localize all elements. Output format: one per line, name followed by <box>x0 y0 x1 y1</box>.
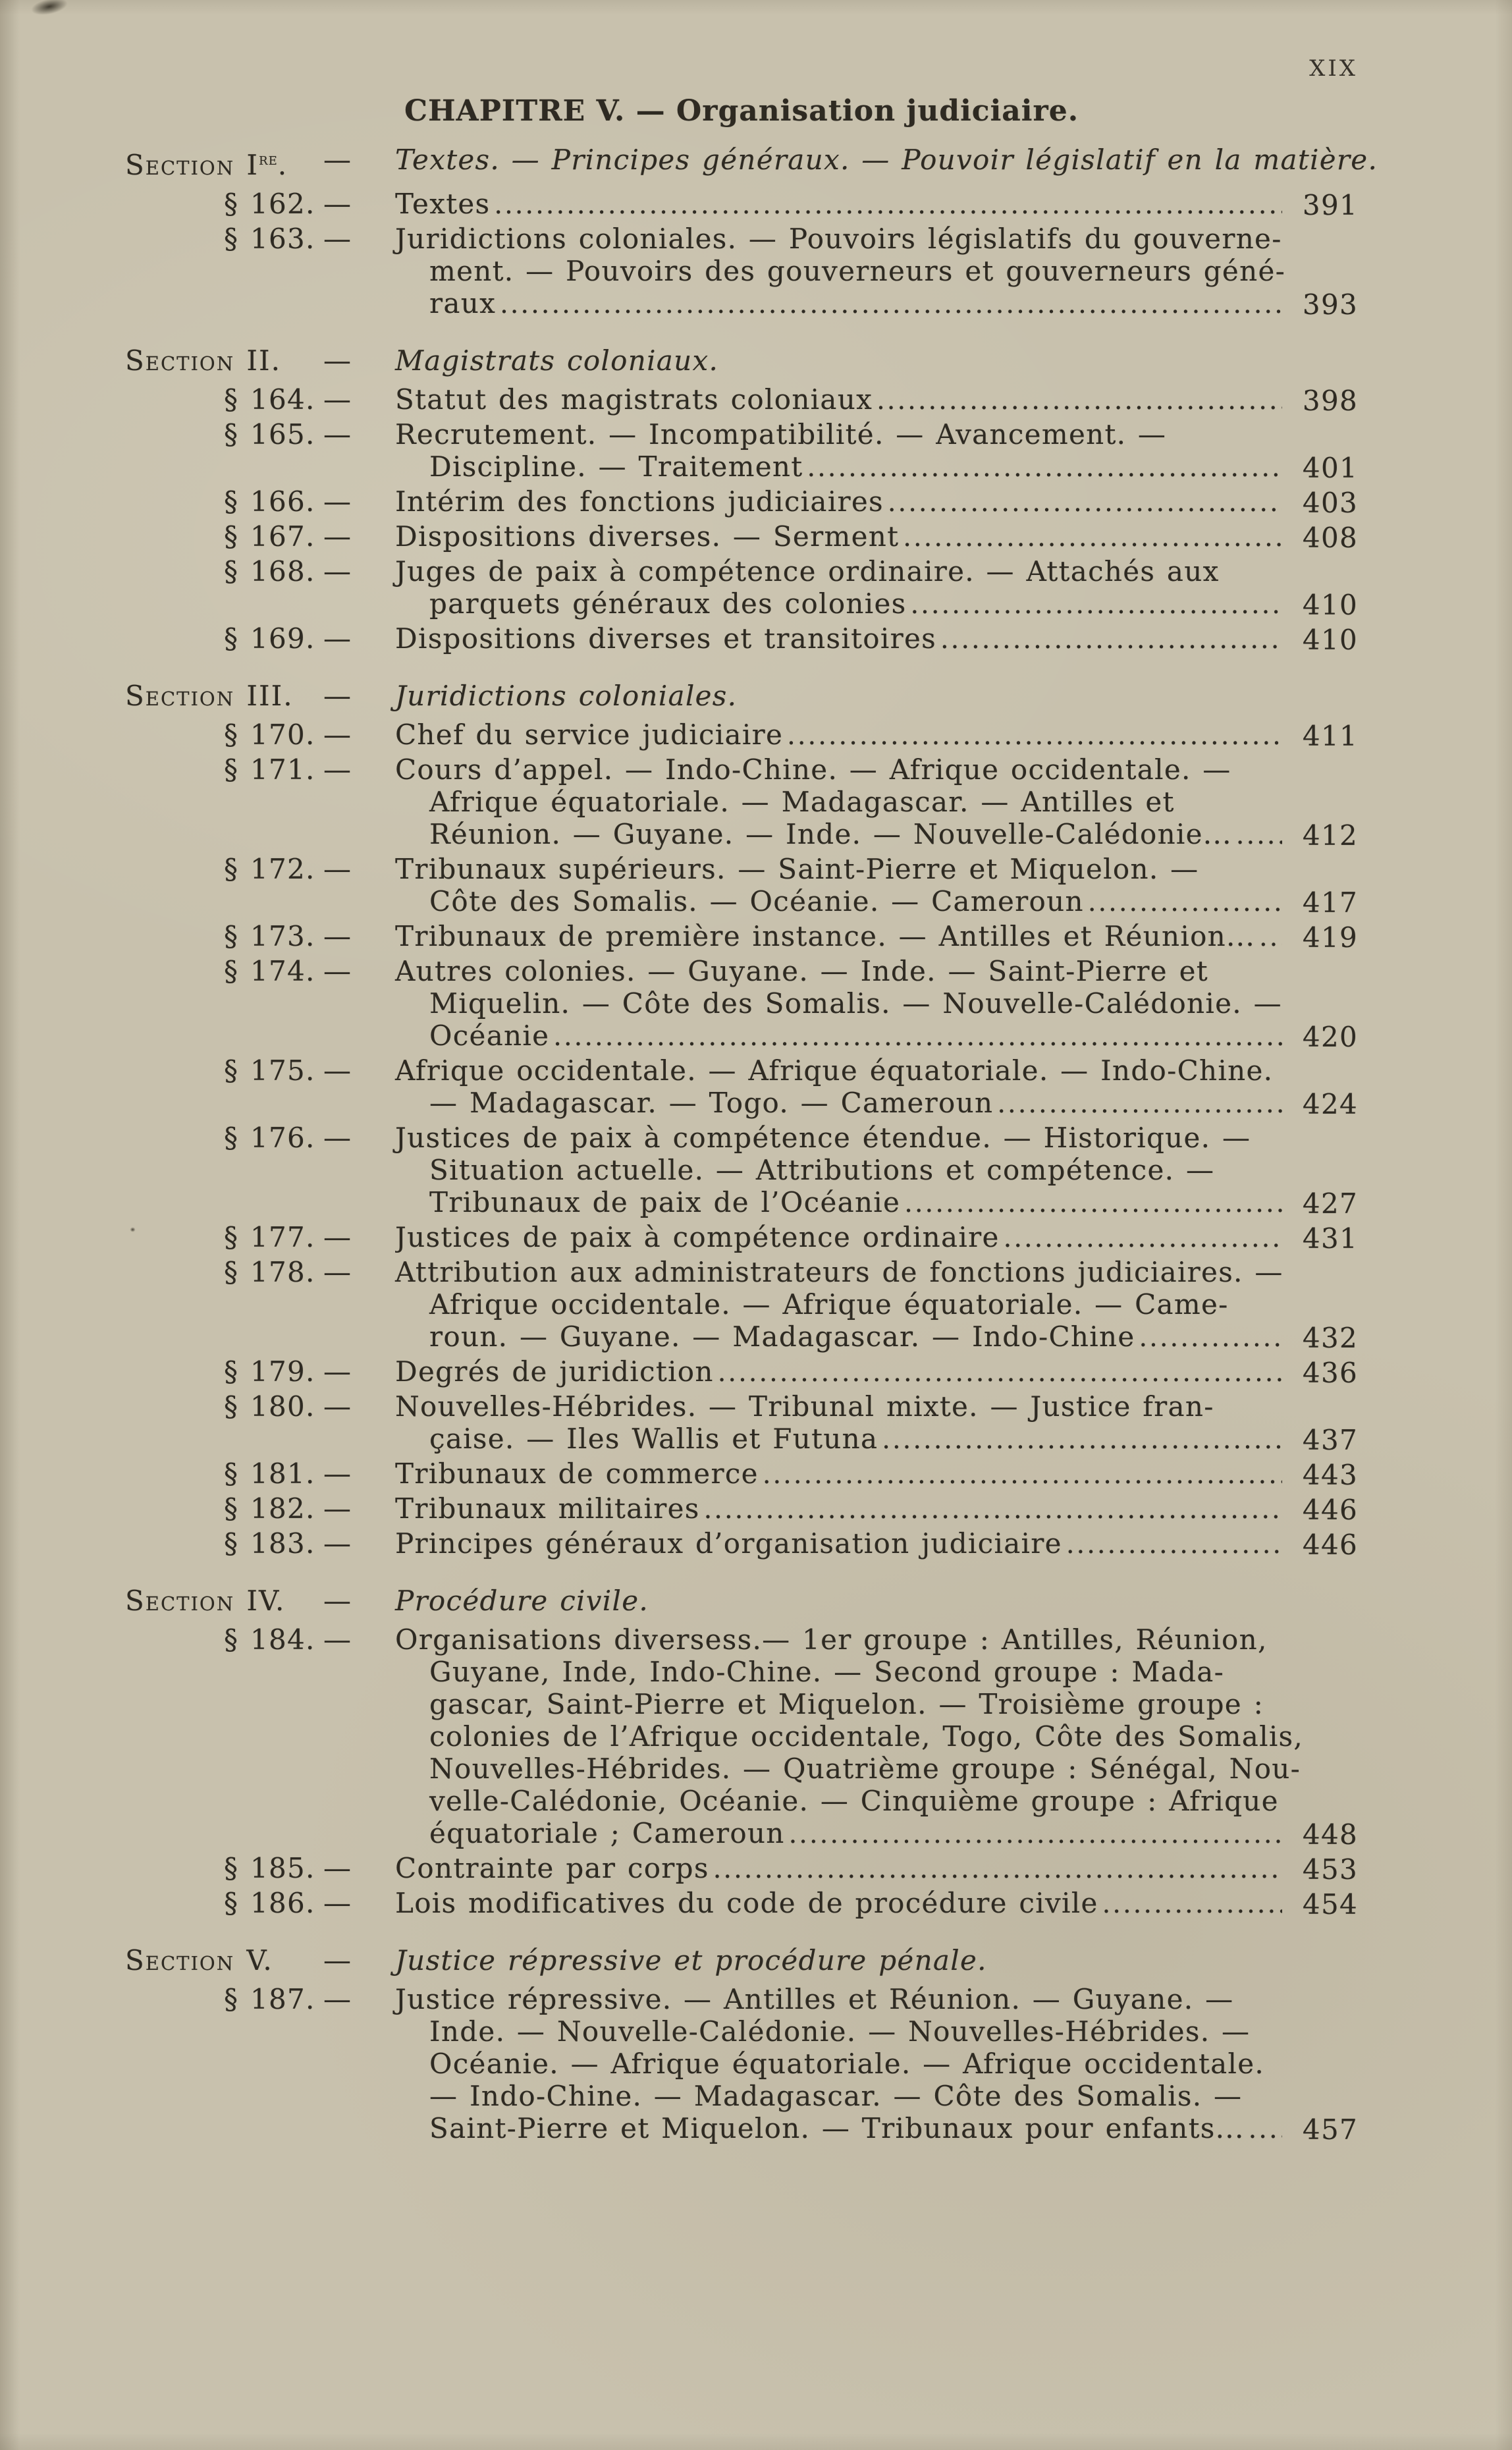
entry-line-text: Tribunaux de commerce <box>395 1457 759 1490</box>
entry-line-text: parquets généraux des colonies <box>429 587 907 620</box>
entry-line <box>395 1186 1282 1220</box>
dot-leader <box>787 719 1282 752</box>
entry-text <box>395 1390 1282 1456</box>
entry-line <box>395 1527 1282 1561</box>
dot-leader <box>940 622 1282 656</box>
page-number: XIX <box>1309 55 1358 82</box>
entry-page-number: 398 <box>1302 385 1358 417</box>
entry-line-text: raux <box>429 287 497 319</box>
toc-entry <box>125 555 1358 621</box>
entry-line-text: Recrutement. — Incompatibilité. — Avancement. — <box>395 418 1167 450</box>
entry-number: § 174. <box>224 955 315 987</box>
entry-line <box>395 1320 1282 1354</box>
section-dash: — <box>323 344 352 377</box>
entry-text <box>395 853 1282 919</box>
dot-leader <box>704 1492 1282 1526</box>
entry-line <box>395 920 1282 954</box>
toc-entry <box>125 1054 1358 1120</box>
entry-dash: — <box>323 1122 352 1154</box>
toc-entry <box>125 719 1358 752</box>
entry-line <box>395 1122 1282 1154</box>
toc-entry <box>125 1221 1358 1255</box>
entry-line <box>395 1983 1282 2015</box>
entry-line-text: Autres colonies. — Guyane. — Inde. — Saint-Pierre et <box>395 955 1208 987</box>
toc-entry <box>125 955 1358 1053</box>
entry-line <box>395 1054 1282 1087</box>
entry-line-text: colonies de l’Afrique occidentale, Togo, Côte des Somalis, <box>429 1720 1304 1753</box>
entry-number: § 163. <box>224 223 315 255</box>
toc-entry <box>125 1983 1358 2146</box>
section-title: Justice répressive et procédure pénale. <box>395 1944 987 1976</box>
entry-text <box>395 1221 1282 1255</box>
entry-page-number: 391 <box>1302 189 1358 221</box>
entry-number: § 176. <box>224 1122 315 1154</box>
toc-entry <box>125 1852 1358 1886</box>
entry-dash: — <box>323 1256 352 1288</box>
dot-leader <box>807 450 1282 484</box>
entry-dash: — <box>323 753 352 786</box>
entry-number: § 179. <box>224 1355 315 1388</box>
entry-line-text: ment. — Pouvoirs des gouverneurs et gouverneurs géné- <box>429 255 1286 287</box>
entry-line <box>395 1020 1282 1053</box>
entry-line <box>395 1753 1301 1785</box>
section-label: Section Ire. <box>125 149 288 181</box>
chapter-title: CHAPITRE V. — Organisation judiciaire. <box>404 94 1079 128</box>
table-of-contents <box>125 144 1378 2146</box>
entry-page-number: 454 <box>1302 1888 1358 1920</box>
section-heading <box>125 1585 1358 1617</box>
entry-line <box>395 1785 1282 1817</box>
entry-line <box>395 786 1282 818</box>
entry-line-text: — Indo-Chine. — Madagascar. — Côte des Somalis. — <box>429 2080 1243 2112</box>
entry-page-number: 420 <box>1302 1021 1358 1053</box>
section-heading <box>125 144 1378 181</box>
entry-page-number: 436 <box>1302 1357 1358 1389</box>
entry-dash: — <box>323 1623 352 1656</box>
section-label: Section III. <box>125 680 294 712</box>
entry-page-number: 393 <box>1302 288 1358 321</box>
entry-line <box>395 753 1282 786</box>
toc-entry <box>125 520 1358 554</box>
entry-line-text: Justice répressive. — Antilles et Réunion. — Guyane. — <box>395 1983 1234 2015</box>
entry-line-text: Tribunaux de première instance. — Antilles et Réunion... <box>395 920 1255 952</box>
entry-text <box>395 555 1282 621</box>
entry-line-text: Nouvelles-Hébrides. — Tribunal mixte. — Justice fran- <box>395 1390 1214 1423</box>
dot-leader <box>877 383 1282 417</box>
dot-leader <box>904 1186 1282 1220</box>
entry-text <box>395 1256 1282 1354</box>
entry-line-text: Côte des Somalis. — Océanie. — Cameroun <box>429 885 1084 917</box>
entry-dash: — <box>323 418 352 450</box>
entry-line-text: Nouvelles-Hébrides. — Quatrième groupe : Sénégal, Nou- <box>429 1753 1301 1785</box>
section-dash: — <box>323 1585 352 1617</box>
entry-page-number: 411 <box>1302 720 1358 752</box>
entry-line-text: Organisations diversess.— 1er groupe : Antilles, Réunion, <box>395 1623 1268 1656</box>
entry-dash: — <box>323 1887 352 1919</box>
entry-line <box>395 1688 1282 1720</box>
entry-line-text: Tribunaux de paix de l’Océanie <box>429 1186 901 1218</box>
entry-line-text: Dispositions diverses et transitoires <box>395 622 936 655</box>
entry-number: § 183. <box>224 1527 315 1560</box>
dot-leader <box>1259 920 1282 954</box>
entry-page-number: 431 <box>1302 1222 1358 1255</box>
entry-line <box>395 1623 1282 1656</box>
entry-number: § 172. <box>224 853 315 885</box>
entry-dash: — <box>323 555 352 587</box>
entry-number: § 184. <box>224 1623 315 1656</box>
toc-entry <box>125 1492 1358 1526</box>
entry-text <box>395 485 1282 519</box>
entry-line-text: çaise. — Iles Wallis et Futuna <box>429 1423 878 1455</box>
entry-text <box>395 920 1282 954</box>
entry-text <box>395 622 1282 656</box>
entry-line-text: Contrainte par corps <box>395 1852 709 1884</box>
entry-text <box>395 1492 1282 1526</box>
entry-page-number: 443 <box>1302 1459 1358 1491</box>
entry-page-number: 432 <box>1302 1322 1358 1354</box>
entry-page-number: 448 <box>1302 1818 1358 1851</box>
dot-leader <box>1139 1320 1283 1354</box>
entry-line <box>395 719 1282 752</box>
entry-text <box>395 1887 1282 1920</box>
entry-line-text: Tribunaux militaires <box>395 1492 700 1525</box>
entry-line <box>395 1457 1282 1491</box>
toc-entry <box>125 188 1358 221</box>
dot-leader <box>911 587 1283 621</box>
entry-dash: — <box>323 1492 352 1525</box>
entry-dash: — <box>323 1054 352 1087</box>
entry-line-text: Textes <box>395 188 491 220</box>
entry-page-number: 412 <box>1302 819 1358 852</box>
entry-page-number: 457 <box>1302 2113 1358 2146</box>
entry-line <box>395 1817 1282 1851</box>
entry-line <box>395 987 1282 1020</box>
entry-line-text: Juridictions coloniales. — Pouvoirs législatifs du gouverne- <box>395 223 1282 255</box>
entry-line <box>395 255 1286 287</box>
entry-text <box>395 1623 1304 1851</box>
entry-line <box>395 1656 1282 1688</box>
dot-leader <box>888 485 1282 519</box>
dot-leader <box>713 1852 1282 1886</box>
entry-line <box>395 1423 1282 1456</box>
entry-line-text: Lois modificatives du code de procédure civile <box>395 1887 1098 1919</box>
entry-line-text: Réunion. — Guyane. — Inde. — Nouvelle-Calédonie... <box>429 818 1232 850</box>
entry-text <box>395 520 1282 554</box>
entry-text <box>395 1852 1282 1886</box>
entry-text <box>395 418 1282 484</box>
toc-entry <box>125 1623 1358 1851</box>
entry-line <box>395 853 1282 885</box>
entry-page-number: 446 <box>1302 1494 1358 1526</box>
entry-line-text: Afrique équatoriale. — Madagascar. — Antilles et <box>429 786 1175 818</box>
entry-line-text: Dispositions diverses. — Serment <box>395 520 900 553</box>
entry-line-text: velle-Calédonie, Océanie. — Cinquième groupe : Afrique <box>429 1785 1279 1817</box>
entry-line-text: Saint-Pierre et Miquelon. — Tribunaux pour enfants... <box>429 2112 1245 2144</box>
entry-number: § 173. <box>224 920 315 952</box>
entry-text <box>395 955 1282 1053</box>
toc-entry <box>125 1457 1358 1491</box>
entry-line <box>395 287 1282 321</box>
dot-leader <box>1004 1221 1282 1255</box>
entry-line <box>395 1720 1304 1753</box>
entry-page-number: 427 <box>1302 1187 1358 1220</box>
entry-dash: — <box>323 853 352 885</box>
section-dash: — <box>323 1944 352 1976</box>
entry-text <box>395 1527 1282 1561</box>
entry-dash: — <box>323 1527 352 1560</box>
entry-line <box>395 1355 1282 1389</box>
entry-line-text: Tribunaux supérieurs. — Saint-Pierre et Miquelon. — <box>395 853 1199 885</box>
toc-entry <box>125 418 1358 484</box>
entry-line <box>395 2048 1282 2080</box>
entry-line-text: Océanie. — Afrique équatoriale. — Afrique occidentale. <box>429 2048 1265 2080</box>
toc-entry <box>125 1527 1358 1561</box>
entry-line-text: gascar, Saint-Pierre et Miquelon. — Troisième groupe : <box>429 1688 1264 1720</box>
entry-page-number: 453 <box>1302 1853 1358 1886</box>
section-label: Section IV. <box>125 1585 286 1617</box>
section-label-superscript: re <box>259 150 278 169</box>
dot-leader <box>500 287 1282 321</box>
toc-entry <box>125 1887 1358 1920</box>
dot-leader <box>763 1457 1282 1491</box>
entry-number: § 180. <box>224 1390 315 1423</box>
entry-line-text: Statut des magistrats coloniaux <box>395 383 873 416</box>
entry-line-text: Justices de paix à compétence ordinaire <box>395 1221 1000 1253</box>
entry-line <box>395 1492 1282 1526</box>
entry-line <box>395 485 1282 519</box>
entry-number: § 178. <box>224 1256 315 1288</box>
entry-text <box>395 383 1282 417</box>
entry-line-text: roun. — Guyane. — Madagascar. — Indo-Chine <box>429 1320 1135 1353</box>
entry-number: § 182. <box>224 1492 315 1525</box>
entry-line-text: Juges de paix à compétence ordinaire. — Attachés aux <box>395 555 1220 587</box>
section-title: Juridictions coloniales. <box>395 680 738 712</box>
entry-page-number: 437 <box>1302 1424 1358 1456</box>
section-dash: — <box>323 144 352 176</box>
entry-line-text: Afrique occidentale. — Afrique équatoriale. — Indo-Chine. <box>395 1054 1274 1087</box>
toc-entry <box>125 1355 1358 1389</box>
entry-line-text: Afrique occidentale. — Afrique équatoriale. — Came- <box>429 1288 1229 1320</box>
dot-leader <box>553 1020 1282 1053</box>
entry-text <box>395 1122 1282 1220</box>
entry-line <box>395 223 1282 255</box>
entry-line <box>395 1087 1282 1120</box>
dot-leader <box>903 520 1282 554</box>
section-title: Procédure civile. <box>395 1585 649 1617</box>
entry-line <box>395 818 1282 852</box>
entry-number: § 167. <box>224 520 315 553</box>
entry-line-text: Principes généraux d’organisation judiciaire <box>395 1527 1062 1560</box>
entry-text <box>395 1457 1282 1491</box>
entry-number: § 185. <box>224 1852 315 1884</box>
entry-line <box>395 520 1282 554</box>
toc-entry <box>125 223 1358 321</box>
entry-page-number: 446 <box>1302 1529 1358 1561</box>
toc-entry <box>125 383 1358 417</box>
entry-dash: — <box>323 1457 352 1490</box>
dot-leader <box>1088 885 1282 919</box>
dot-leader <box>1102 1887 1282 1920</box>
toc-entry <box>125 622 1358 656</box>
entry-line <box>395 418 1282 450</box>
section-heading <box>125 680 1358 712</box>
entry-line-text: Degrés de juridiction <box>395 1355 714 1388</box>
entry-line-text: équatoriale ; Cameroun <box>429 1817 785 1849</box>
entry-page-number: 417 <box>1302 886 1358 919</box>
dot-leader <box>494 188 1282 221</box>
dot-leader <box>1066 1527 1282 1561</box>
entry-text <box>395 1054 1282 1120</box>
dot-leader <box>997 1087 1282 1120</box>
entry-page-number: 403 <box>1302 487 1358 519</box>
entry-line <box>395 587 1282 621</box>
entry-line <box>395 885 1282 919</box>
entry-number: § 162. <box>224 188 315 220</box>
section-label: Section V. <box>125 1944 273 1976</box>
entry-dash: — <box>323 955 352 987</box>
dot-leader <box>882 1423 1282 1456</box>
entry-dash: — <box>323 920 352 952</box>
entry-dash: — <box>323 383 352 416</box>
entry-line-text: Intérim des fonctions judiciaires <box>395 485 884 518</box>
entry-page-number: 408 <box>1302 522 1358 554</box>
ink-speck <box>129 1226 136 1233</box>
entry-line-text: Situation actuelle. — Attributions et compétence. — <box>429 1154 1215 1186</box>
entry-dash: — <box>323 485 352 518</box>
entry-text <box>395 1355 1282 1389</box>
entry-number: § 164. <box>224 383 315 416</box>
entry-line <box>395 2112 1282 2146</box>
entry-line-text: Miquelin. — Côte des Somalis. — Nouvelle-Calédonie. — <box>429 987 1282 1020</box>
entry-number: § 186. <box>224 1887 315 1919</box>
entry-page-number: 410 <box>1302 589 1358 621</box>
entry-dash: — <box>323 1390 352 1423</box>
entry-dash: — <box>323 1221 352 1253</box>
entry-number: § 177. <box>224 1221 315 1253</box>
entry-line <box>395 383 1282 417</box>
dot-leader <box>1236 818 1282 852</box>
entry-page-number: 401 <box>1302 452 1358 484</box>
entry-line <box>395 1154 1282 1186</box>
entry-page-number: 410 <box>1302 624 1358 656</box>
toc-entry <box>125 753 1358 852</box>
entry-line-text: Cours d’appel. — Indo-Chine. — Afrique occidentale. — <box>395 753 1231 786</box>
entry-number: § 187. <box>224 1983 315 2015</box>
entry-line <box>395 188 1282 221</box>
entry-number: § 166. <box>224 485 315 518</box>
entry-line <box>395 555 1282 587</box>
entry-line-text: Discipline. — Traitement <box>429 450 803 483</box>
entry-line-text: Inde. — Nouvelle-Calédonie. — Nouvelles-Hébrides. — <box>429 2015 1251 2048</box>
entry-number: § 181. <box>224 1457 315 1490</box>
entry-line-text: Chef du service judiciaire <box>395 719 784 751</box>
entry-dash: — <box>323 188 352 220</box>
entry-number: § 171. <box>224 753 315 786</box>
entry-line-text: Océanie <box>429 1020 550 1052</box>
toc-entry <box>125 853 1358 919</box>
entry-text <box>395 753 1282 852</box>
entry-number: § 169. <box>224 622 315 655</box>
section-dash: — <box>323 680 352 712</box>
entry-line-text: Guyane, Inde, Indo-Chine. — Second groupe : Mada- <box>429 1656 1225 1688</box>
entry-dash: — <box>323 622 352 655</box>
entry-dash: — <box>323 1355 352 1388</box>
entry-text <box>395 719 1282 752</box>
entry-line-text: Attribution aux administrateurs de fonctions judiciaires. — <box>395 1256 1283 1288</box>
toc-entry <box>125 1122 1358 1220</box>
entry-text <box>395 1983 1282 2146</box>
entry-line <box>395 1390 1282 1423</box>
entry-text <box>395 223 1286 321</box>
scan-smudge <box>22 0 77 22</box>
entry-dash: — <box>323 1983 352 2015</box>
entry-line-text: Justices de paix à compétence étendue. — Historique. — <box>395 1122 1251 1154</box>
section-heading <box>125 344 1358 377</box>
toc-entry <box>125 920 1358 954</box>
section-title: Textes. — Principes généraux. — Pouvoir législatif en la matière. <box>395 144 1378 176</box>
entry-text <box>395 188 1282 221</box>
toc-entry <box>125 1256 1358 1354</box>
entry-line <box>395 2080 1282 2112</box>
section-title: Magistrats coloniaux. <box>395 344 719 377</box>
dot-leader <box>789 1817 1282 1851</box>
entry-line <box>395 1221 1282 1255</box>
entry-line <box>395 622 1282 656</box>
entry-dash: — <box>323 520 352 553</box>
entry-line-text: — Madagascar. — Togo. — Cameroun <box>429 1087 994 1119</box>
dot-leader <box>1249 2112 1282 2146</box>
entry-line <box>395 1887 1282 1920</box>
entry-line <box>395 1852 1282 1886</box>
entry-dash: — <box>323 1852 352 1884</box>
entry-number: § 168. <box>224 555 315 587</box>
dot-leader <box>718 1355 1282 1389</box>
entry-page-number: 419 <box>1302 921 1358 954</box>
entry-line <box>395 955 1282 987</box>
section-label: Section II. <box>125 344 281 377</box>
entry-number: § 170. <box>224 719 315 751</box>
entry-dash: — <box>323 223 352 255</box>
entry-dash: — <box>323 719 352 751</box>
entry-line <box>395 450 1282 484</box>
section-heading <box>125 1944 1358 1976</box>
entry-line <box>395 2015 1282 2048</box>
entry-page-number: 424 <box>1302 1088 1358 1120</box>
entry-line <box>395 1288 1282 1320</box>
entry-number: § 165. <box>224 418 315 450</box>
toc-entry <box>125 1390 1358 1456</box>
entry-number: § 175. <box>224 1054 315 1087</box>
entry-line <box>395 1256 1282 1288</box>
toc-entry <box>125 485 1358 519</box>
